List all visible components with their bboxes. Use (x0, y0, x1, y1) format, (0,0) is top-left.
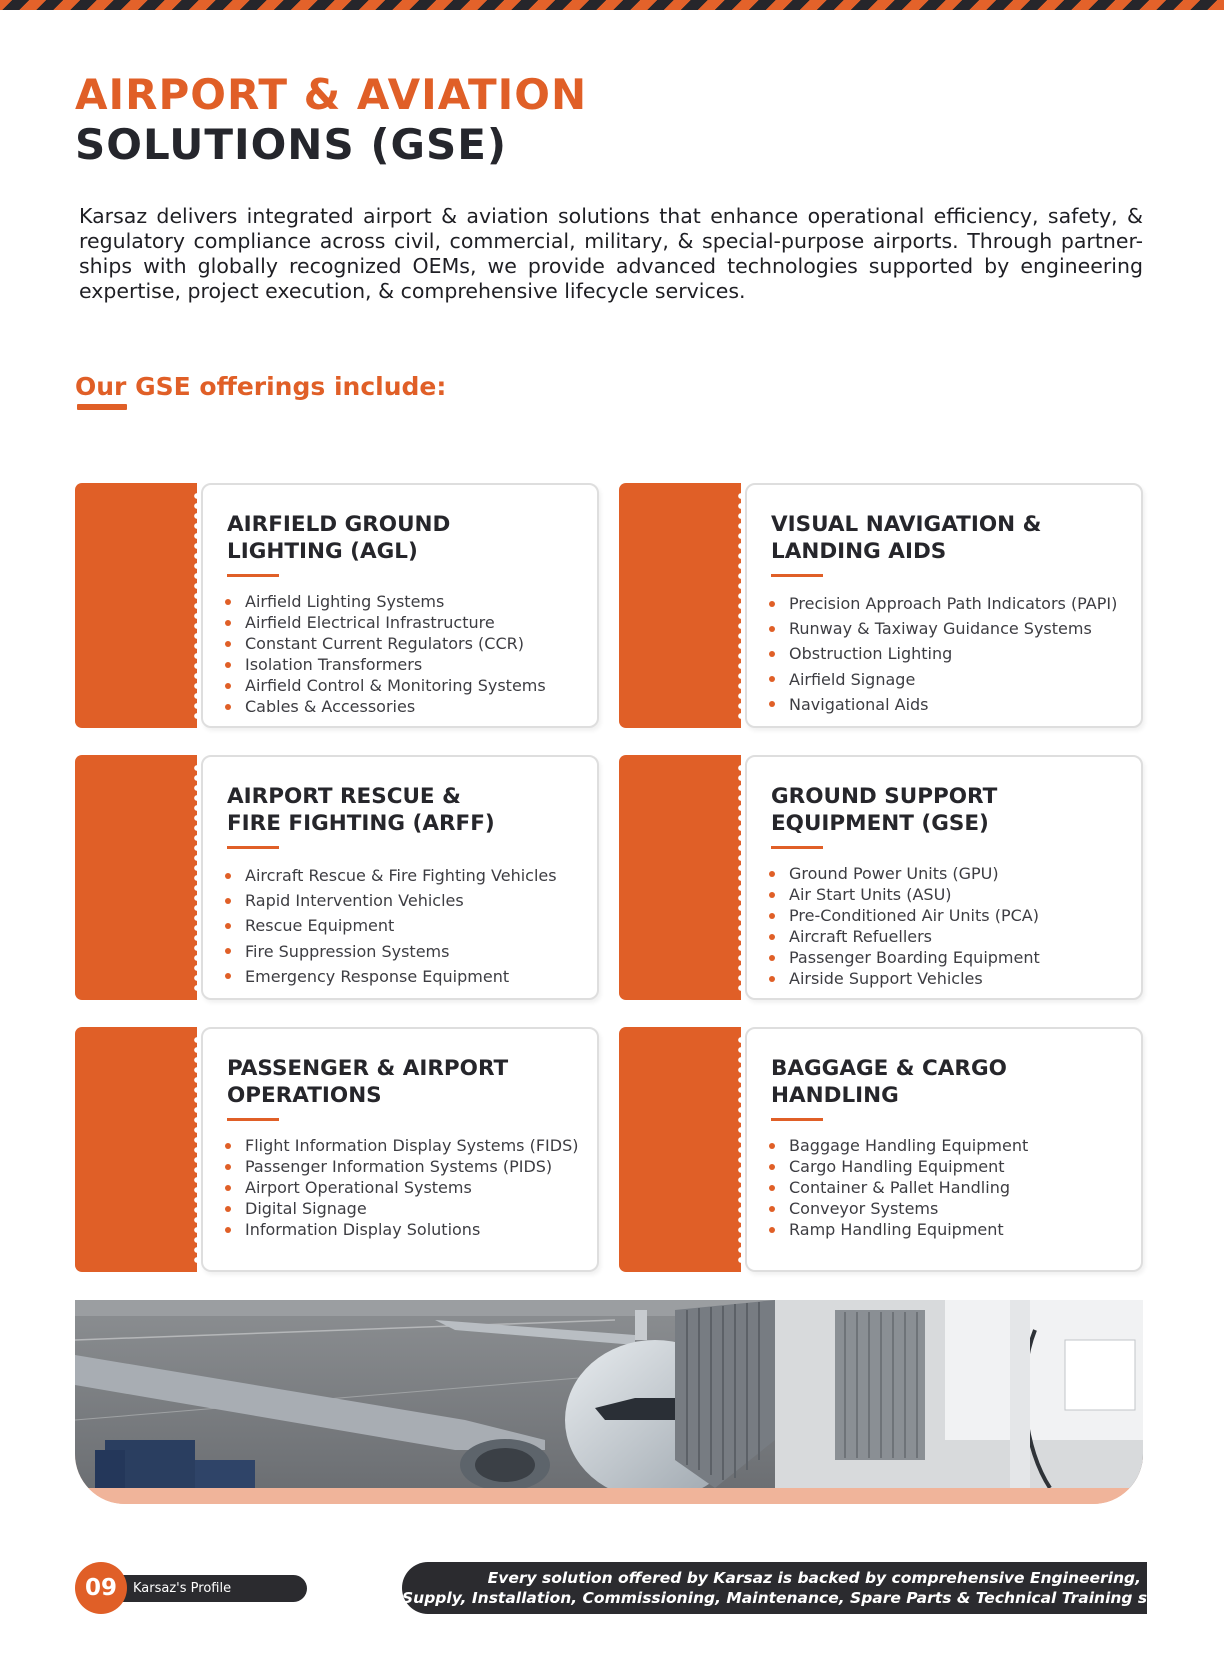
bullet-icon (769, 1206, 775, 1212)
card-title: GROUND SUPPORT EQUIPMENT (GSE) (771, 784, 998, 836)
bullet-icon (769, 913, 775, 919)
bullet-icon (225, 973, 231, 979)
list-item: Precision Approach Path Indicators (PAPI) (767, 591, 1117, 616)
card-item-list (223, 591, 546, 717)
card-panel (745, 1027, 1143, 1272)
card-baggage-cargo (619, 1027, 1143, 1272)
card-panel (745, 755, 1143, 1000)
card-title-rule (227, 1118, 279, 1121)
bullet-icon (769, 934, 775, 940)
bullet-icon (225, 1143, 231, 1149)
bullet-icon (225, 1227, 231, 1233)
list-item: Baggage Handling Equipment (767, 1135, 1028, 1156)
list-item: Ground Power Units (GPU) (767, 863, 1040, 884)
bullet-icon (769, 871, 775, 877)
list-item: Information Display Solutions (223, 1219, 578, 1240)
bullet-icon (225, 898, 231, 904)
bullet-icon (225, 948, 231, 954)
card-accent-tab (619, 1027, 741, 1272)
bullet-icon (225, 641, 231, 647)
card-panel (201, 483, 599, 728)
bullet-icon (225, 599, 231, 605)
bullet-icon (225, 704, 231, 710)
list-item: Cables & Accessories (223, 696, 546, 717)
card-item-list (767, 1135, 1028, 1240)
page-title-line-1: AIRPORT & AVIATION (75, 70, 588, 119)
list-item: Conveyor Systems (767, 1198, 1028, 1219)
card-item-list (767, 863, 1040, 989)
intro-paragraph: Karsaz delivers integrated airport & aviation solutions that enhance operational efficiency, safety, & regulatory compliance across civil, commercial, military, & special-purpose airports. Through partner-ships with globally recognized OEMs, we provide advanced technologies supported by engineering expertise, project execution, & comprehensive lifecycle services. (79, 204, 1143, 303)
list-item: Airfield Signage (767, 667, 1117, 692)
card-panel (745, 483, 1143, 728)
page-title (75, 70, 587, 170)
footer-note-line-1: Every solution offered by Karsaz is backed by comprehensive Engineering, (487, 1569, 1141, 1587)
hazard-stripe-border (0, 0, 1224, 10)
photo-accent-band (75, 1488, 1143, 1504)
list-item: Navigational Aids (767, 692, 1117, 717)
card-passenger-operations (75, 1027, 599, 1272)
list-item: Ramp Handling Equipment (767, 1219, 1028, 1240)
list-item: Passenger Information Systems (PIDS) (223, 1156, 578, 1177)
list-item: Runway & Taxiway Guidance Systems (767, 616, 1117, 641)
list-item: Cargo Handling Equipment (767, 1156, 1028, 1177)
bullet-icon (769, 976, 775, 982)
bullet-icon (225, 662, 231, 668)
offerings-heading-underline (77, 404, 127, 410)
bullet-icon (225, 683, 231, 689)
list-item: Airfield Control & Monitoring Systems (223, 675, 546, 696)
bullet-icon (225, 1206, 231, 1212)
footer-note-line-2: Supply, Installation, Commissioning, Maintenance, Spare Parts & Technical Training services. (402, 1589, 1216, 1607)
list-item: Rapid Intervention Vehicles (223, 888, 557, 913)
list-item: Airfield Lighting Systems (223, 591, 546, 612)
list-item: Rescue Equipment (223, 913, 557, 938)
bullet-icon (769, 626, 775, 632)
card-title: BAGGAGE & CARGO HANDLING (771, 1056, 1007, 1108)
card-accent-tab (619, 755, 741, 1000)
list-item: Isolation Transformers (223, 654, 546, 675)
aircraft-photo-banner (75, 1300, 1143, 1504)
card-title: AIRFIELD GROUND LIGHTING (AGL) (227, 512, 451, 564)
list-item: Air Start Units (ASU) (767, 884, 1040, 905)
card-title: PASSENGER & AIRPORT OPERATIONS (227, 1056, 509, 1108)
card-title-rule (227, 574, 279, 577)
page-title-line-2: SOLUTIONS (GSE) (75, 120, 508, 169)
list-item: Digital Signage (223, 1198, 578, 1219)
card-gse (619, 755, 1143, 1000)
card-arff (75, 755, 599, 1000)
bullet-icon (769, 1185, 775, 1191)
card-item-list (767, 591, 1117, 717)
aircraft-illustration (75, 1300, 1143, 1504)
card-accent-tab (619, 483, 741, 728)
bullet-icon (769, 651, 775, 657)
bullet-icon (225, 873, 231, 879)
list-item: Emergency Response Equipment (223, 964, 557, 989)
card-title-rule (771, 574, 823, 577)
page-number: 09 (75, 1562, 127, 1614)
bullet-icon (769, 676, 775, 682)
card-title: AIRPORT RESCUE & FIRE FIGHTING (ARFF) (227, 784, 495, 836)
card-visual-navigation (619, 483, 1143, 728)
card-agl (75, 483, 599, 728)
card-item-list (223, 1135, 578, 1240)
list-item: Constant Current Regulators (CCR) (223, 633, 546, 654)
list-item: Airfield Electrical Infrastructure (223, 612, 546, 633)
card-title-rule (227, 846, 279, 849)
bullet-icon (225, 1164, 231, 1170)
card-title-rule (771, 1118, 823, 1121)
bullet-icon (769, 1143, 775, 1149)
list-item: Passenger Boarding Equipment (767, 947, 1040, 968)
list-item: Container & Pallet Handling (767, 1177, 1028, 1198)
list-item: Aircraft Refuellers (767, 926, 1040, 947)
bullet-icon (769, 701, 775, 707)
bullet-icon (769, 1227, 775, 1233)
offerings-heading: Our GSE offerings include: (75, 372, 447, 401)
bullet-icon (225, 923, 231, 929)
card-panel (201, 1027, 599, 1272)
list-item: Airside Support Vehicles (767, 968, 1040, 989)
card-title: VISUAL NAVIGATION & LANDING AIDS (771, 512, 1042, 564)
bullet-icon (225, 620, 231, 626)
bullet-icon (769, 1164, 775, 1170)
bullet-icon (225, 1185, 231, 1191)
bullet-icon (769, 892, 775, 898)
bullet-icon (769, 601, 775, 607)
list-item: Fire Suppression Systems (223, 939, 557, 964)
card-accent-tab (75, 1027, 197, 1272)
card-item-list (223, 863, 557, 989)
list-item: Aircraft Rescue & Fire Fighting Vehicles (223, 863, 557, 888)
list-item: Pre-Conditioned Air Units (PCA) (767, 905, 1040, 926)
card-accent-tab (75, 483, 197, 728)
list-item: Flight Information Display Systems (FIDS) (223, 1135, 578, 1156)
list-item: Obstruction Lighting (767, 641, 1117, 666)
profile-label: Karsaz's Profile (117, 1575, 307, 1602)
card-panel (201, 755, 599, 1000)
bullet-icon (769, 955, 775, 961)
card-accent-tab (75, 755, 197, 1000)
list-item: Airport Operational Systems (223, 1177, 578, 1198)
footer-note (402, 1562, 1216, 1614)
card-title-rule (771, 846, 823, 849)
